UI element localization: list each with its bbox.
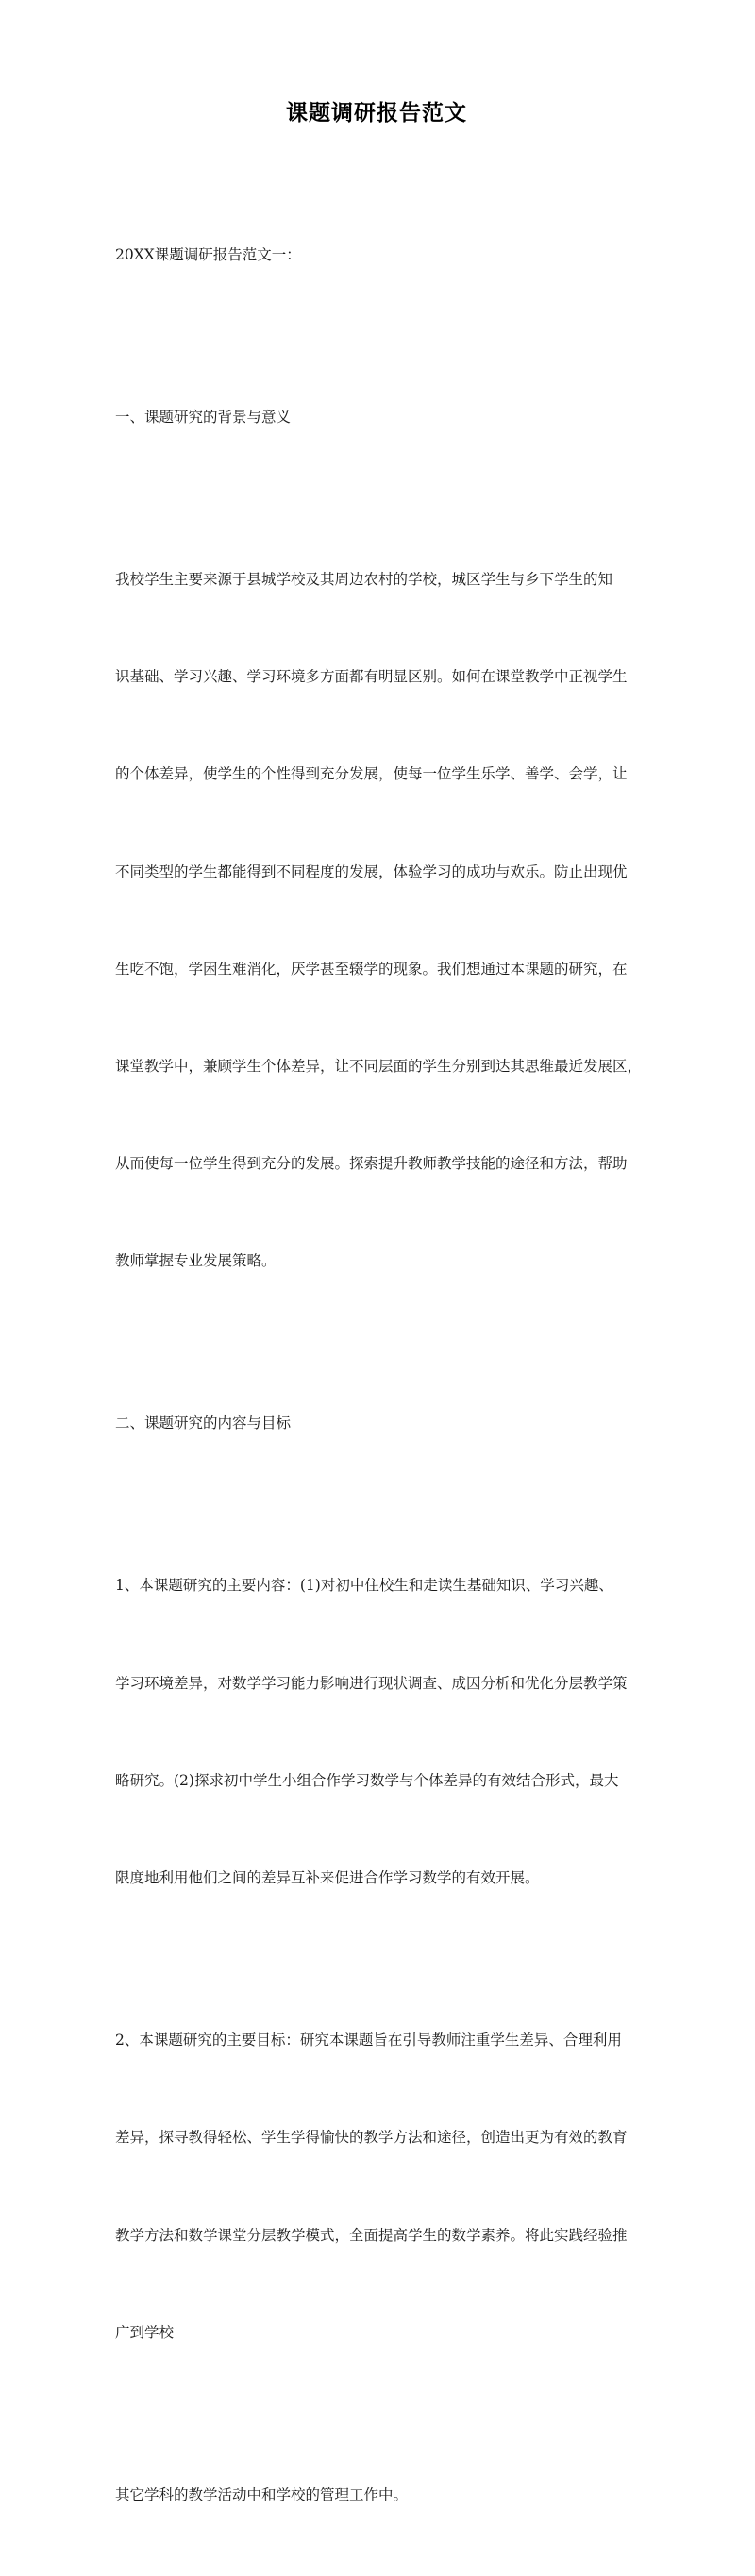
document-body [115, 174, 643, 2576]
paragraph-line: 识基础、学习兴趣、学习环境多方面都有明显区别。如何在课堂教学中正视学生 [115, 668, 628, 686]
paragraph-line: 生吃不饱，学困生难消化，厌学甚至辍学的现象。我们想通过本课题的研究，在 [115, 960, 628, 978]
paragraph-line: 限度地利用他们之间的差异互补来促进合作学习数学的有效开展。 [115, 1869, 540, 1887]
paragraph-line: 教学方法和数学课堂分层教学模式，全面提高学生的数学素养。将此实践经验推 [115, 2226, 628, 2244]
goal-paragraph [115, 1959, 638, 2414]
paragraph-line: 2、本课题研究的主要目标：研究本课题旨在引导教师注重学生差异、合理利用 [115, 2032, 622, 2049]
paragraph-line: 学习环境差异，对数学学习能力影响进行现状调查、成因分析和优化分层教学策 [115, 1674, 628, 1692]
paragraph-line: 我校学生主要来源于县城学校及其周边农村的学校，城区学生与乡下学生的知 [115, 570, 613, 588]
document-title: 课题调研报告范文 [286, 100, 467, 125]
paragraph-line: 教师掌握专业发展策略。 [115, 1252, 277, 1270]
paragraph-line: 的个体差异，使学生的个性得到充分发展，使每一位学生乐学、善学、会学，让 [115, 765, 628, 783]
paragraph-line: 从而使每一位学生得到充分的发展。探索提升教师教学技能的途径和方法，帮助 [115, 1155, 628, 1173]
paragraph-line: 广到学校 [115, 2323, 175, 2341]
section-heading-content [115, 1343, 638, 1505]
section-heading-1: 一、课题研究的背景与意义 [115, 408, 292, 426]
paragraph-line: 1、本课题研究的主要内容：(1)对初中住校生和走读生基础知识、学习兴趣、 [115, 1577, 613, 1595]
intro-line [115, 174, 638, 336]
section-heading-background [115, 336, 638, 498]
intro-text: 20XX课题调研报告范文一： [115, 245, 301, 263]
paragraph-line: 略研究。(2)探求初中学生小组合作学习数学与个体差异的有效结合形式，最大 [115, 1771, 619, 1789]
paragraph-line: 差异，探寻教得轻松、学生学得愉快的教学方法和途径，创造出更为有效的教育 [115, 2129, 628, 2147]
content-paragraph [115, 1505, 638, 1960]
section-heading-2: 二、课题研究的内容与目标 [115, 1414, 292, 1432]
paragraph-line: 课堂教学中，兼顾学生个体差异，让不同层面的学生分别到达其思维最近发展区， [115, 1057, 643, 1075]
paragraph-line: 不同类型的学生都能得到不同程度的发展，体验学习的成功与欢乐。防止出现优 [115, 862, 628, 880]
background-paragraph [115, 498, 643, 1343]
closing-paragraph [115, 2414, 638, 2576]
closing-text: 其它学科的教学活动中和学校的管理工作中。 [115, 2485, 409, 2503]
